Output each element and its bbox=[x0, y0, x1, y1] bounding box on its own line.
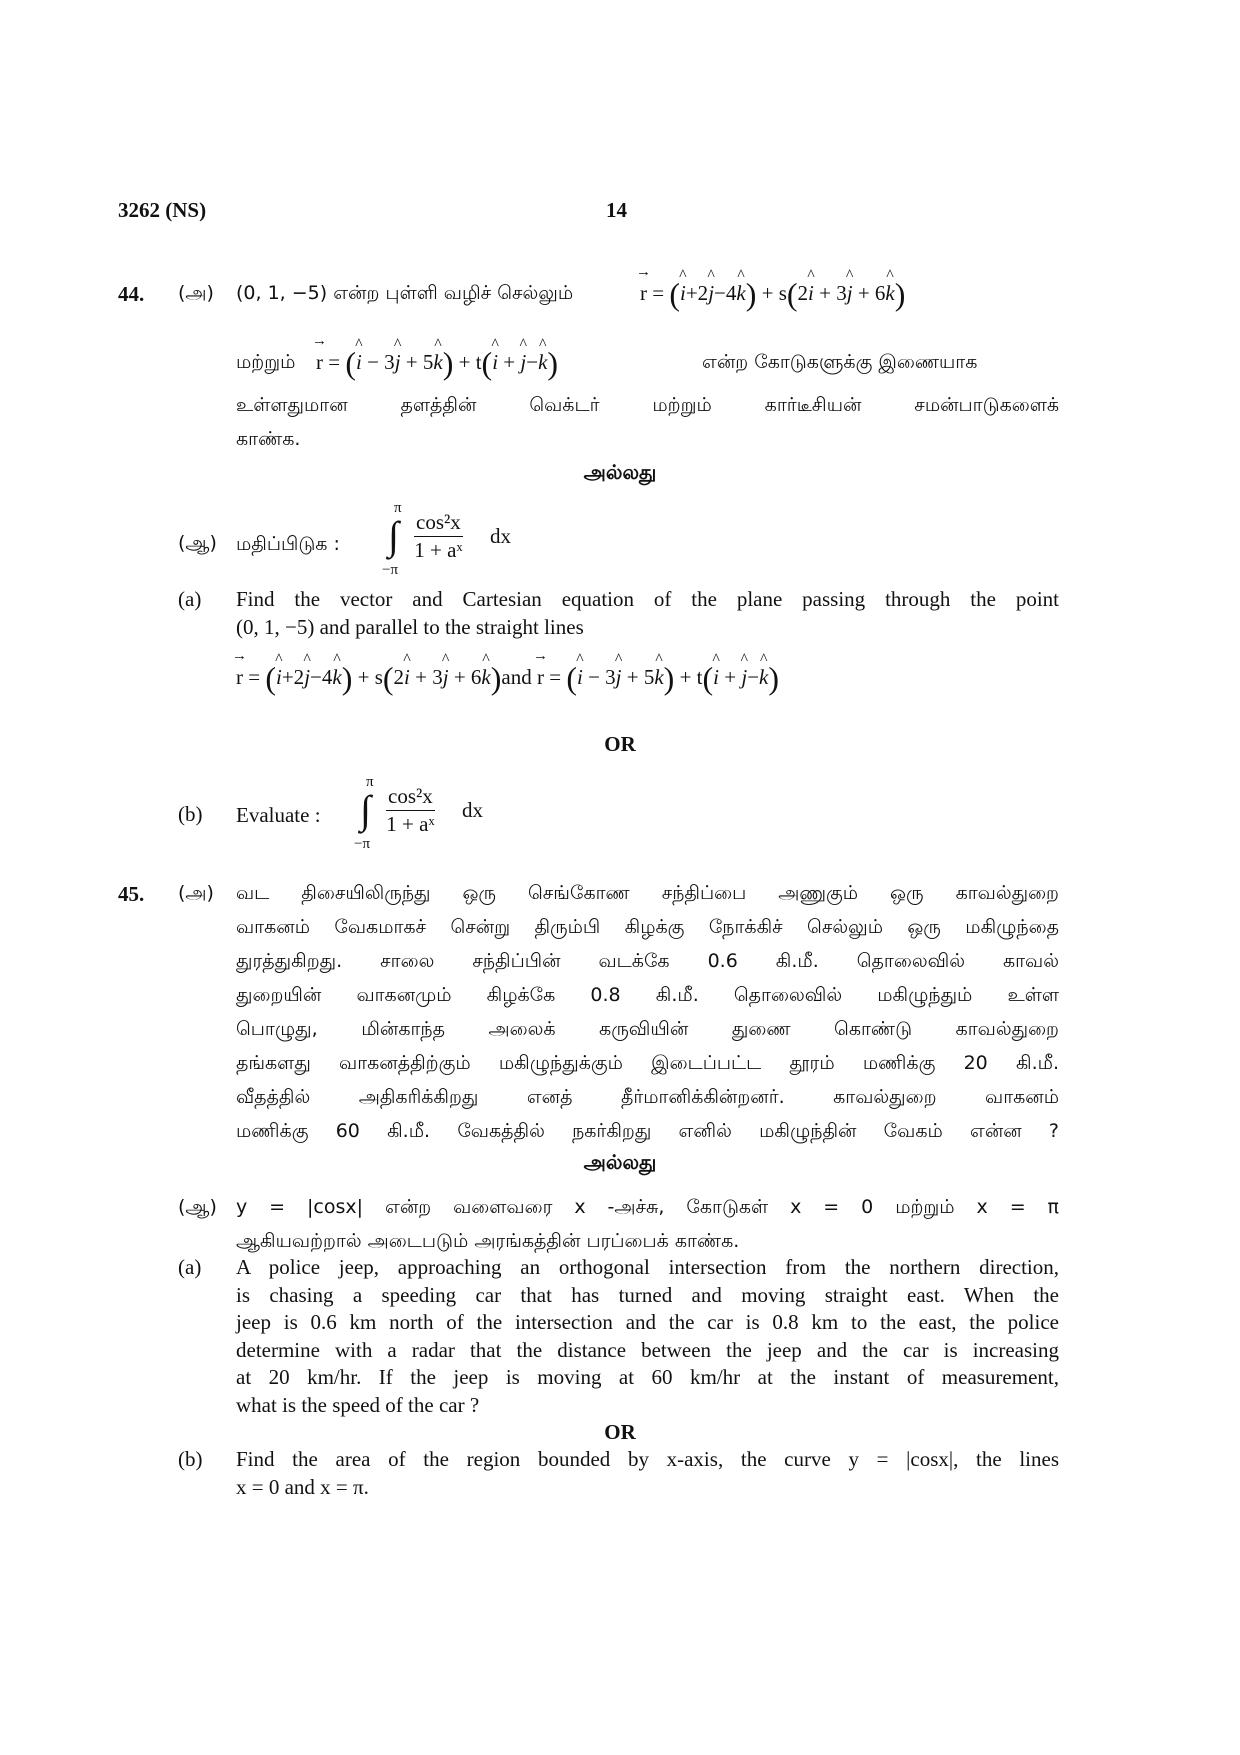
paper-code: 3262 (NS) bbox=[118, 198, 207, 222]
q45-b-ta-text: y = |cosx| என்ற வளைவரை x -அச்சு, கோடுகள் x = 0 மற்றும் x = π ஆகியவற்றால் அடைபடும் அரங்கத்தின் பரப்பைக் காண்க. bbox=[236, 1196, 1059, 1252]
page-number: 14 bbox=[606, 198, 627, 222]
q45-b-label-en: (b) bbox=[178, 1447, 203, 1471]
q45-or-ta: அல்லது bbox=[583, 1150, 657, 1174]
q44-line1-equation: → r = (^ i+2^ j−4^ k) + s(2^ i + 3^ j + 6^ k) bbox=[640, 276, 905, 313]
q45-or-en: OR bbox=[604, 1420, 636, 1444]
q45-a-ta-text: வட திசையிலிருந்து ஒரு செங்கோண சந்திப்பை அணுகும் ஒரு காவல்துறை வாகனம் வேகமாகச் சென்று திரும்பி கிழக்கு நோக்கிச் செல்லும் ஒரு மகிழுந்தை துரத்துகிறது. சாலை சந்திப்பின் வடக்கே 0.6 கி.மீ. தொலைவில் காவல் துறையின் வாகனமும் கிழக்கே 0.8 கி.மீ. தொலைவில் மகிழுந்தும் உள்ள பொழுது, மின்காந்த அலைக் கருவியின் துணை கொண்டு காவல்துறை தங்களது வாகனத்திற்கும் மகிழுந்துக்கும் இடைப்பட்ட தூரம் மணிக்கு 20 கி.மீ. வீதத்தில் அதிகரிக்கிறது எனத் தீர்மானிக்கின்றனர். காவல்துறை வாகனம் மணிக்கு 60 கி.மீ. வேகத்தில் நகர்கிறது எனில் மகிழுந்தின் வேகம் என்ன ? bbox=[236, 882, 1059, 1142]
q45-a-en-text: A police jeep, approaching an orthogonal intersection from the northern direction, is chasing a speeding car that has turned and moving straight east. When the jeep is 0.6 km north of the intersection and the car is 0.8 km to the east, the police determine with a radar that the distance between the jeep and the car is increasing at 20 km/hr. If the jeep is moving at 60 km/hr at the instant of measurement, what is the speed of the car ? bbox=[236, 1255, 1059, 1417]
q44-en-equations: → r = (^ i+2^ j−4^ k) + s(2^ i + 3^ j + 6^ k)and → r = (^ i − 3^ j + 5^ k) + t(^ i + ^ j−^ k) bbox=[236, 660, 779, 697]
q45-b-label-ta: (ஆ) bbox=[178, 1196, 217, 1218]
q44-b-en-text: Evaluate : bbox=[236, 803, 321, 827]
q44-or-en: OR bbox=[604, 732, 636, 756]
q44-a-ta-line2: மற்றும் bbox=[236, 351, 296, 373]
question-number-44: 44. bbox=[118, 282, 145, 306]
q44-a-ta-line3: உள்ளதுமான தளத்தின் வெக்டர் மற்றும் கார்டீசியன் சமன்பாடுகளைக் bbox=[236, 394, 1059, 416]
q44-integral-ta: ∫ π −π $\frac{\text{cos²x}}{\text{1 + aˣ}}$ dx bbox=[382, 500, 511, 578]
q44-a-ta-line2-suffix: என்ற கோடுகளுக்கு இணையாக bbox=[702, 351, 978, 373]
q44-b-label-ta: (ஆ) bbox=[178, 532, 217, 554]
question-number-45: 45. bbox=[118, 882, 145, 906]
q44-a-ta-line4: காண்க. bbox=[236, 428, 301, 450]
q44-b-label-en: (b) bbox=[178, 802, 203, 826]
q45-b-en-text: Find the area of the region bounded by x-axis, the curve y = |cosx|, the lines x = 0 and x = π. bbox=[236, 1447, 1059, 1499]
q44-integral-en: ∫ π −π $\frac{\text{cos²x}}{\text{1 + aˣ}}$ dx bbox=[354, 774, 483, 852]
q45-a-label-ta: (அ) bbox=[178, 882, 214, 904]
q45-a-label-en: (a) bbox=[178, 1255, 202, 1279]
q44-b-ta-text: மதிப்பிடுக : bbox=[236, 533, 340, 555]
q44-a-ta-line1: (0, 1, −5) என்ற புள்ளி வழிச் செல்லும் bbox=[236, 282, 574, 304]
q44-line2-equation: → r = (^ i − 3^ j + 5^ k) + t(^ i + ^ j−^ k) bbox=[316, 345, 558, 382]
q44-a-label-en: (a) bbox=[178, 587, 202, 611]
q44-or-ta: அல்லது bbox=[583, 460, 657, 484]
q44-a-label-ta: (அ) bbox=[178, 282, 214, 304]
q44-a-en-text: Find the vector and Cartesian equation of the plane passing through the point (0, 1, −5) and parallel to the straight lines bbox=[236, 587, 1059, 639]
